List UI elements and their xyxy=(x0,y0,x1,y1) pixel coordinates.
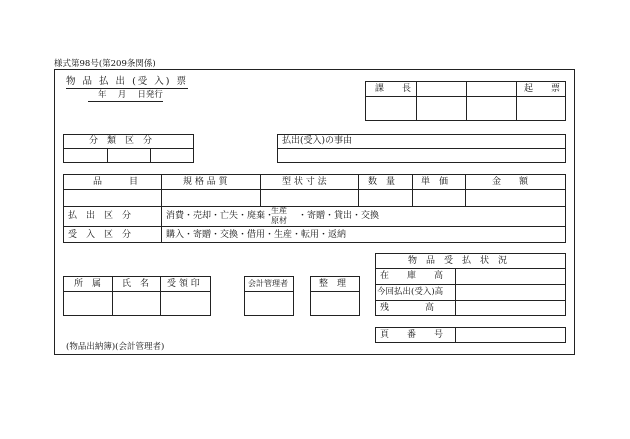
header-unit-price: 単 価 xyxy=(421,177,449,187)
form-title: 物 品 払 出 (受 入) 票 xyxy=(66,76,189,87)
status-row-stock: 在 庫 高 xyxy=(380,271,444,281)
page-number-label: 頁 番 号 xyxy=(380,330,444,340)
status-row-current: 今回払出(受入)高 xyxy=(377,287,444,297)
section-chief-label: 課 長 xyxy=(375,84,412,94)
header-spec: 規 格 品 質 xyxy=(183,177,228,187)
dispatch-option-production: 生産 xyxy=(271,206,287,215)
dispatch-label: 払 出 区 分 xyxy=(68,211,132,221)
accountant-label: 会計管理者 xyxy=(248,279,288,288)
dispatch-option-material: 原材 xyxy=(271,216,287,225)
header-quantity: 数 量 xyxy=(368,177,396,187)
sorting-label: 整 理 xyxy=(319,279,347,289)
header-amount: 金 額 xyxy=(492,177,529,187)
status-row-balance: 残 高 xyxy=(380,303,435,313)
dispatch-options-b: ・寄贈・貸出・交換 xyxy=(298,211,380,221)
dispatch-options-a: 消費・売却・亡失・廃棄・ xyxy=(166,211,275,221)
seal-label: 受 領 印 xyxy=(167,279,200,289)
receipt-options: 購入・寄贈・交換・借用・生産・転用・返納 xyxy=(166,230,347,240)
status-header: 物 品 受 払 状 況 xyxy=(408,256,508,266)
footer-note: (物品出納簿)(会計管理者) xyxy=(66,342,165,352)
header-item: 品 目 xyxy=(93,177,139,187)
affiliation-label: 所 属 xyxy=(74,279,102,289)
issue-date: 年 月 日発行 xyxy=(88,91,163,102)
reason-header: 払出(受入)の事由 xyxy=(282,136,353,146)
drafter-label: 起 票 xyxy=(524,84,561,94)
name-label: 氏 名 xyxy=(122,279,150,289)
form-number: 様式第98号(第209条関係) xyxy=(54,59,156,69)
receipt-label: 受 入 区 分 xyxy=(68,230,132,240)
classification-header: 分 類 区 分 xyxy=(89,136,153,146)
header-shape: 型 状 寸 法 xyxy=(282,177,327,187)
